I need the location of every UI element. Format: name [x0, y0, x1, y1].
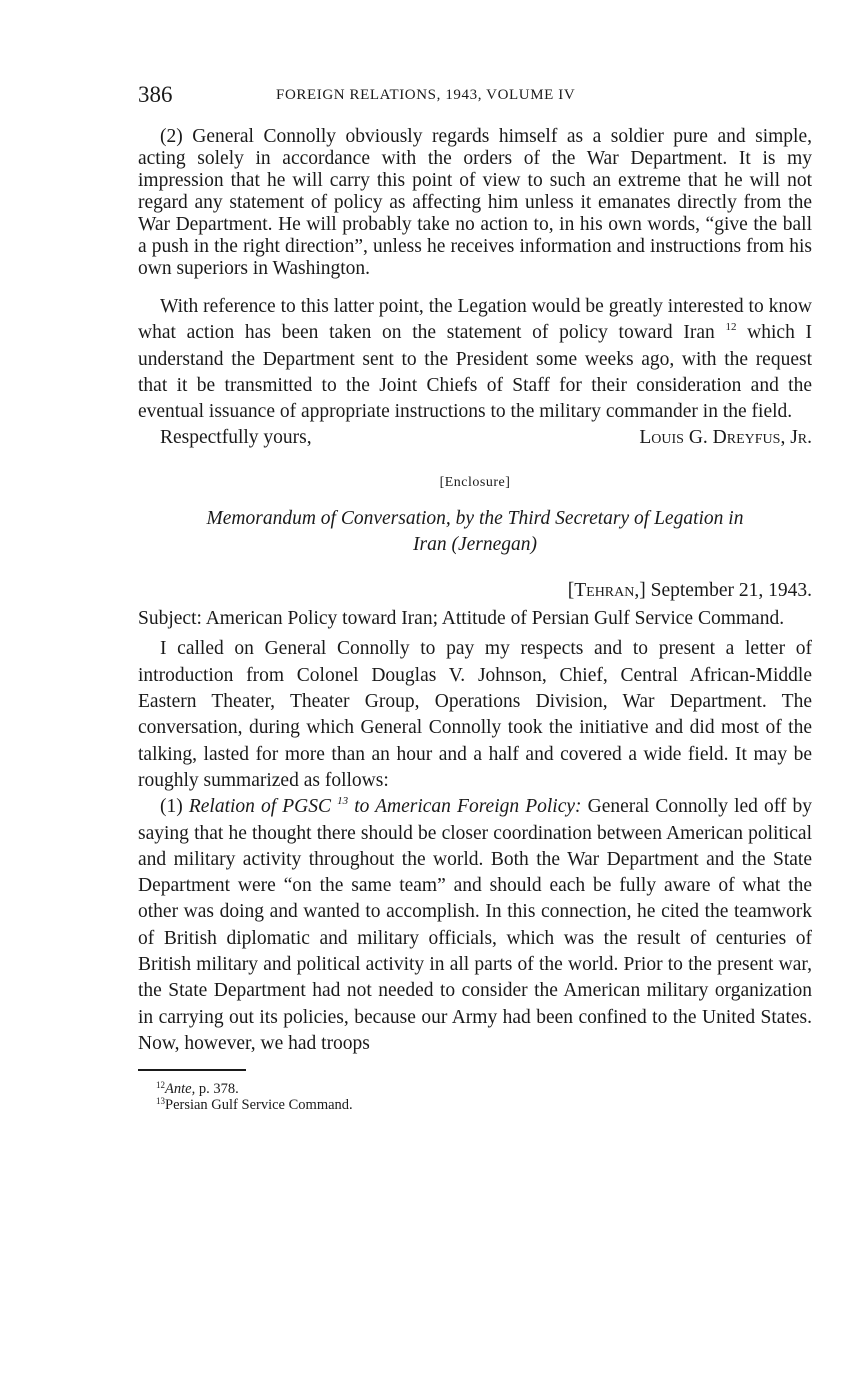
running-head: FOREIGN RELATIONS, 1943, VOLUME IV [276, 87, 576, 103]
page-header [138, 82, 812, 112]
page-number: 386 [138, 82, 173, 107]
closing-signature-block [138, 425, 812, 451]
memo-title-line-2: Iran (Jernegan) [413, 534, 537, 556]
dateline [138, 578, 812, 604]
dateline-place: [Tehran,] [567, 580, 646, 602]
paragraph-introduction: I called on General Connolly to pay my respects and to present a letter of introduction from Colonel Douglas V. Johnson, Chief, Central African-Middle Eastern Theater, Theater Group, Operations Division, War Department. The conversation, during which General Connolly took the initiative and did most of the talking, lasted for more than an hour and a half and covered a wide field. It may be roughly summarized as follows: [138, 638, 812, 791]
document-page [138, 82, 812, 1113]
footnote-12: $^{12}$Ante, p. 378. [156, 1080, 239, 1098]
memo-title-line-1: Memorandum of Conversation, by the Third Secretary of Legation in [206, 508, 744, 530]
memo-title [138, 506, 812, 558]
dateline-date: September 21, 1943. [650, 580, 812, 602]
point-1-heading: Relation of PGSC $^{13}$ to American Foreign Policy: [188, 795, 582, 818]
subject-line: Subject: American Policy toward Iran; Attitude of Persian Gulf Service Command. [138, 608, 785, 630]
footnote-ref-12: 12 [725, 321, 737, 334]
paragraph-point-2: (2) General Connolly obviously regards himself as a soldier pure and simple, acting solely in accordance with the orders of the War Department. It is my impression that he will carry this point of view to such an extreme that he will not regard any statement of policy as affecting him unless it emanates directly from the War Department. He will probably take no action to, in his own words, “give the ball a push in the right direction”, unless he receives information and instructions from his own superiors in Washington. [138, 126, 812, 279]
salutation: Respectfully yours, [160, 427, 312, 449]
footnote-ref-13: 13 [337, 795, 349, 808]
signature: Louis G. Dreyfus, Jr. [639, 427, 812, 449]
footnote-rule [138, 1069, 246, 1071]
enclosure-label: [Enclosure] [439, 475, 511, 491]
footnote-13: $^{13}$Persian Gulf Service Command. [156, 1096, 353, 1114]
paragraph-point-1: (1) Relation of PGSC $^{13}$ to American Foreign Policy: General Connolly led off by saying that he thought there should be closer coordination between American political and military activity throughout the world. Both the War Department and the State Department were “on the same team” and should each be fully aware of what the other was doing and wanted to accomplish. In this connection, he cited the teamwork of British diplomatic and military officials, which was the result of centuries of British military and political activity in all parts of the world. Prior to the present war, the State Department had not needed to consider the American military organization in carrying out its policies, because our Army had been confined to the United States. Now, however, we had troops [138, 795, 813, 1054]
paragraph-legation-request: With reference to this latter point, the Legation would be greatly interested to know what action has been taken on the statement of policy toward Iran $^{12}$ which I understand the Department sent to the President some weeks ago, with the request that it be transmitted to the Joint Chiefs of Staff for their consideration and the eventual issuance of appropriate instructions to the military commander in the field. [138, 296, 813, 423]
